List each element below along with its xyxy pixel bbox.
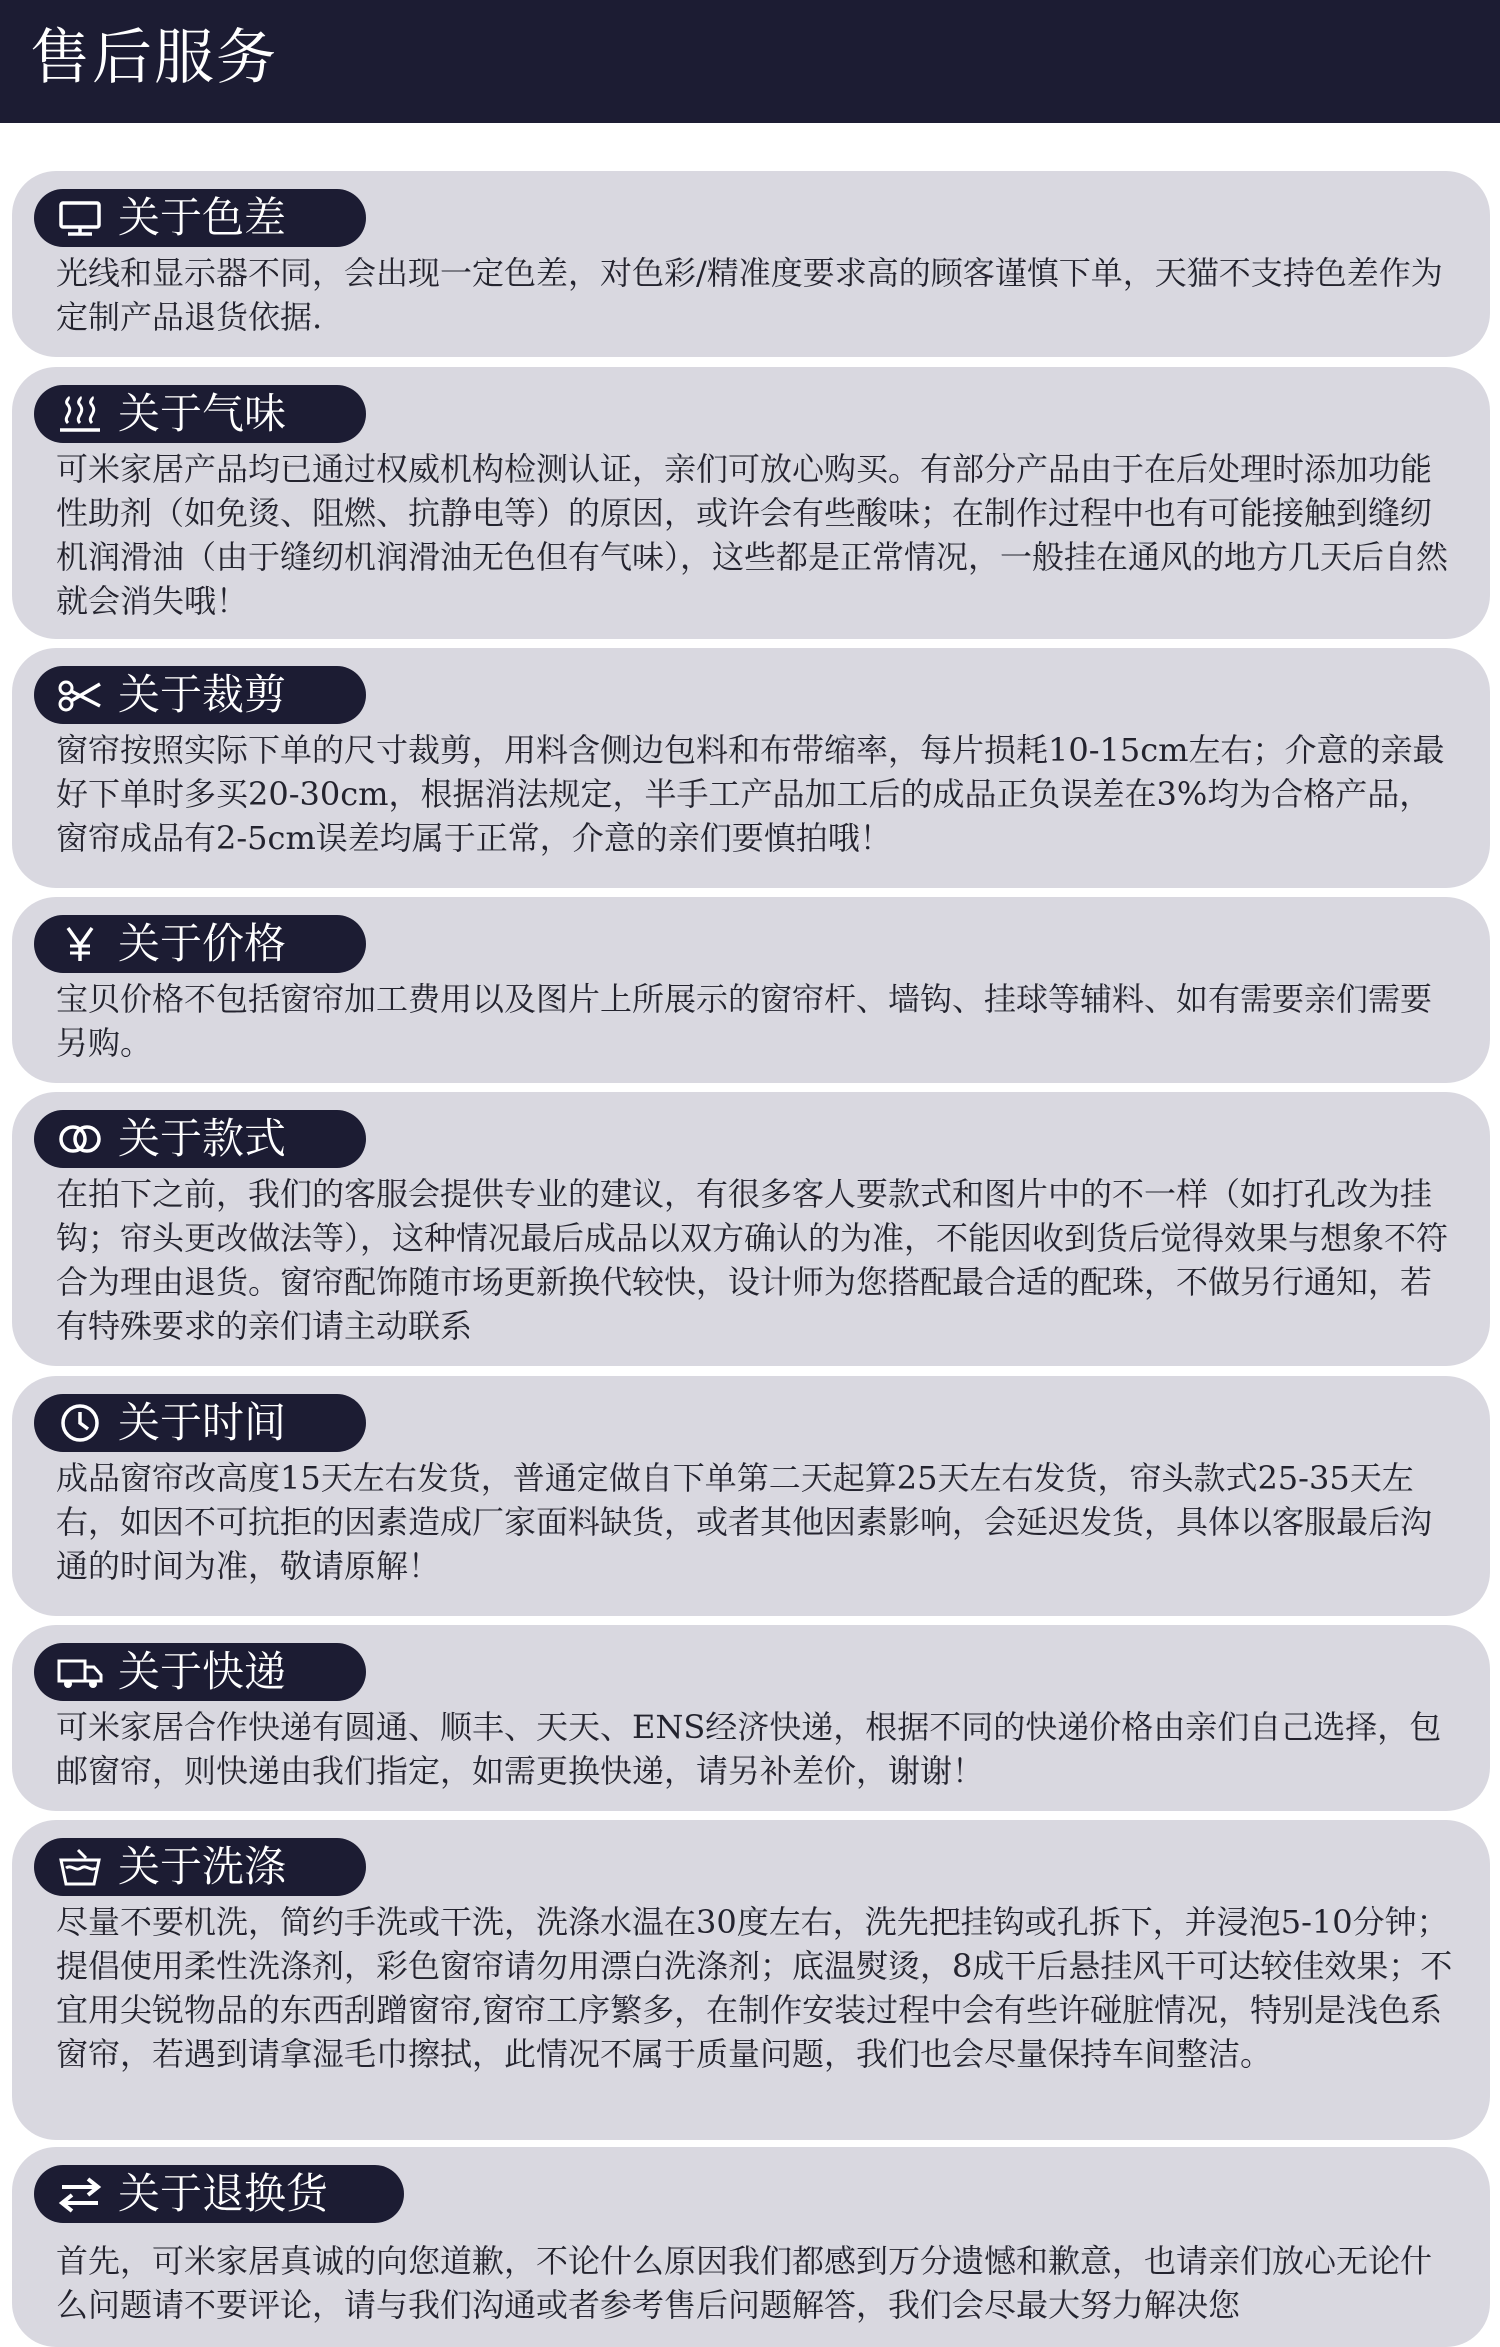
section-title-pill [34,385,366,443]
rings-icon [54,1117,106,1161]
section-title-pill [34,1643,366,1701]
section-color-difference [12,171,1490,357]
section-body: 首先，可米家居真诚的向您道歉，不论什么原因我们都感到万分遗憾和歉意，也请亲们放心无论什么问题请不要评论，请与我们沟通或者参考售后问题解答，我们会尽最大努力解决您 [56,2242,1433,2324]
yen-icon [54,922,106,966]
scissors-icon [54,673,106,717]
section-body: 光线和显示器不同，会出现一定色差，对色彩/精准度要求高的顾客谨慎下单，天猫不支持色差作为定制产品退货依据. [56,254,1443,336]
section-body: 宝贝价格不包括窗帘加工费用以及图片上所展示的窗帘杆、墙钩、挂球等辅料、如有需要亲们需要另购。 [56,980,1433,1062]
page-title: 售后服务 [30,23,278,93]
monitor-icon [54,196,106,240]
section-body: 可米家居产品均已通过权威机构检测认证，亲们可放心购买。有部分产品由于在后处理时添加功能性助剂（如免烫、阻燃、抗静电等）的原因，或许会有些酸味；在制作过程中也有可能接触到缝纫机润滑油（由于缝纫机润滑油无色但有气味），这些都是正常情况，一般挂在通风的地方几天后自然就会消失哦！ [56,450,1449,620]
section-title-pill [34,1394,366,1452]
truck-icon [54,1650,106,1694]
section-title: 关于洗涤 [118,1842,287,1891]
section-title-pill [34,1838,366,1896]
section-body: 成品窗帘改高度15天左右发货，普通定做自下单第二天起算25天左右发货，帘头款式25-35天左右，如因不可抗拒的因素造成厂家面料缺货，或者其他因素影响，会延迟发货，具体以客服最后沟通的时间为准，敬请原解！ [56,1459,1433,1585]
section-returns [12,2147,1490,2347]
section-title-pill [34,189,366,247]
section-body: 可米家居合作快递有圆通、顺丰、天天、ENS经济快递，根据不同的快递价格由亲们自己选择，包邮窗帘，则快递由我们指定，如需更换快递，请另补差价，谢谢！ [56,1708,1442,1790]
section-title: 关于裁剪 [118,670,287,719]
section-title: 关于价格 [118,919,287,968]
section-time [12,1376,1490,1616]
section-title: 关于款式 [118,1114,287,1163]
section-body: 窗帘按照实际下单的尺寸裁剪，用料含侧边包料和布带缩率，每片损耗10-15cm左右；介意的亲最好下单时多买20-30cm，根据消法规定，半手工产品加工后的成品正负误差在3%均为合格产品，窗帘成品有2-5cm误差均属于正常，介意的亲们要慎拍哦！ [56,731,1445,857]
section-body: 在拍下之前，我们的客服会提供专业的建议，有很多客人要款式和图片中的不一样（如打孔改为挂钩；帘头更改做法等），这种情况最后成品以双方确认的为准，不能因收到货后觉得效果与想象不符合为理由退货。窗帘配饰随市场更新换代较快，设计师为您搭配最合适的配珠，不做另行通知，若有特殊要求的亲们请主动联系 [56,1175,1449,1345]
section-smell [12,367,1490,639]
section-title-pill [34,666,366,724]
exchange-icon [54,2172,106,2216]
section-price [12,897,1490,1083]
section-title: 关于时间 [118,1398,287,1447]
section-style [12,1092,1490,1366]
washing-icon [54,1845,106,1889]
section-express [12,1625,1490,1811]
header-bar [0,0,1500,123]
section-title: 关于气味 [118,389,287,438]
section-title-pill [34,1110,366,1168]
section-body: 尽量不要机洗，简约手洗或干洗，洗涤水温在30度左右，洗先把挂钩或孔拆下，并浸泡5-10分钟；提倡使用柔性洗涤剂，彩色窗帘请勿用漂白洗涤剂；底温熨烫，8成干后悬挂风干可达较佳效果；不宜用尖锐物品的东西刮蹭窗帘,窗帘工序繁多，在制作安装过程中会有些许碰脏情况，特别是浅色系窗帘，若遇到请拿湿毛巾擦拭，此情况不属于质量问题，我们也会尽量保持车间整洁。 [56,1903,1453,2073]
section-cutting [12,648,1490,888]
clock-icon [54,1401,106,1445]
section-washing [12,1820,1490,2140]
section-title-pill [34,915,366,973]
section-title-pill [34,2165,404,2223]
section-title: 关于快递 [118,1647,287,1696]
section-title: 关于退换货 [118,2169,329,2218]
steam-icon [54,392,106,436]
section-title: 关于色差 [118,193,287,242]
